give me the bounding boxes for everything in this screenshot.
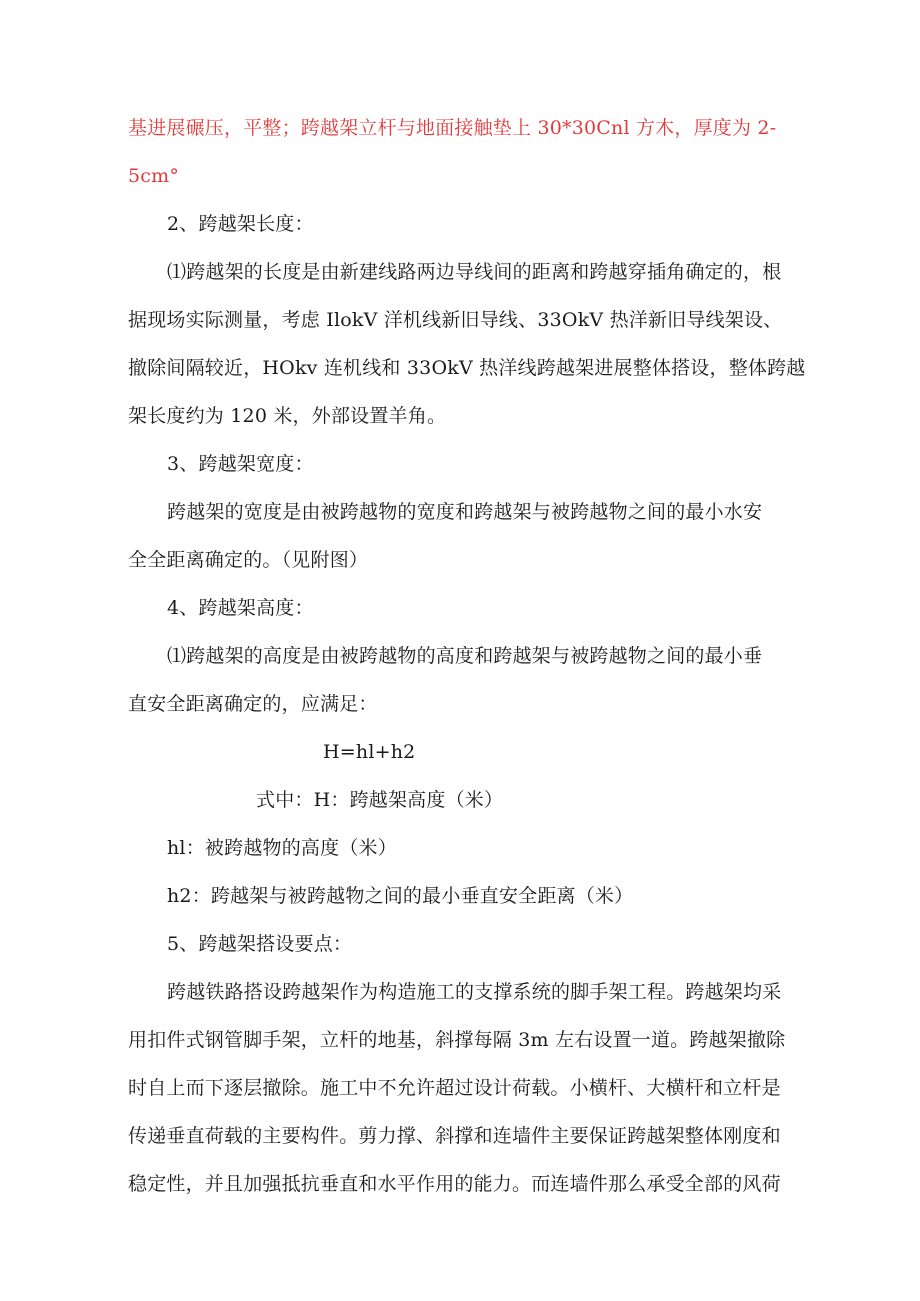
formula-description: 式中：H：跨越架高度（米） <box>256 789 504 811</box>
section-heading-4: 4、跨越架高度： <box>167 597 314 619</box>
paragraph-line: 稳定性，并且加强抵抗垂直和水平作用的能力。而连墙件那么承受全部的风荷 <box>128 1173 781 1195</box>
paragraph-line: 时自上而下逐层撤除。施工中不允许超过设计荷载。小横杆、大横杆和立杆是 <box>128 1077 781 1099</box>
section-heading-3: 3、跨越架宽度： <box>167 453 314 475</box>
paragraph-line: 跨越铁路搭设跨越架作为构造施工的支撑系统的脚手架工程。跨越架均采 <box>167 981 782 1003</box>
section-heading-2: 2、跨越架长度： <box>167 213 314 235</box>
section-heading-5: 5、跨越架搭设要点： <box>167 933 353 955</box>
paragraph-line: 架长度约为 120 米，外部设置羊角。 <box>128 405 447 427</box>
paragraph-line: 用扣件式钢管脚手架，立杆的地基，斜撑每隔 3m 左右设置一道。跨越架撤除 <box>128 1029 786 1051</box>
paragraph-line: 直安全距离确定的，应满足： <box>128 693 378 715</box>
h2-definition: h2：跨越架与被跨越物之间的最小垂直安全距离（米） <box>167 885 634 907</box>
paragraph-line: 撤除间隔较近，HOkv 连机线和 33OkV 热洋线跨越架进展整体搭设，整体跨越 <box>128 357 806 379</box>
h1-definition: hl：被跨越物的高度（米） <box>167 837 397 859</box>
paragraph-line: 5cm° <box>128 165 180 187</box>
paragraph-line: 传递垂直荷载的主要构件。剪力撑、斜撑和连墙件主要保证跨越架整体刚度和 <box>128 1125 781 1147</box>
formula: H=hl+h2 <box>323 741 416 763</box>
paragraph-line: 跨越架的宽度是由被跨越物的宽度和跨越架与被跨越物之间的最小水安 <box>167 501 763 523</box>
paragraph-line: 据现场实际测量，考虑 IlokV 洋机线新旧导线、33OkV 热洋新旧导线架设、 <box>128 309 783 331</box>
paragraph-line: ⑴跨越架的高度是由被跨越物的高度和跨越架与被跨越物之间的最小垂 <box>167 645 763 667</box>
paragraph-line: ⑴跨越架的长度是由新建线路两边导线间的距离和跨越穿插角确定的，根 <box>167 261 782 283</box>
paragraph-line: 全全距离确定的。（见附图） <box>128 549 369 571</box>
paragraph-line: 基进展碾压，平整；跨越架立杆与地面接触垫上 30*30Cnl 方木，厚度为 2- <box>128 117 777 139</box>
